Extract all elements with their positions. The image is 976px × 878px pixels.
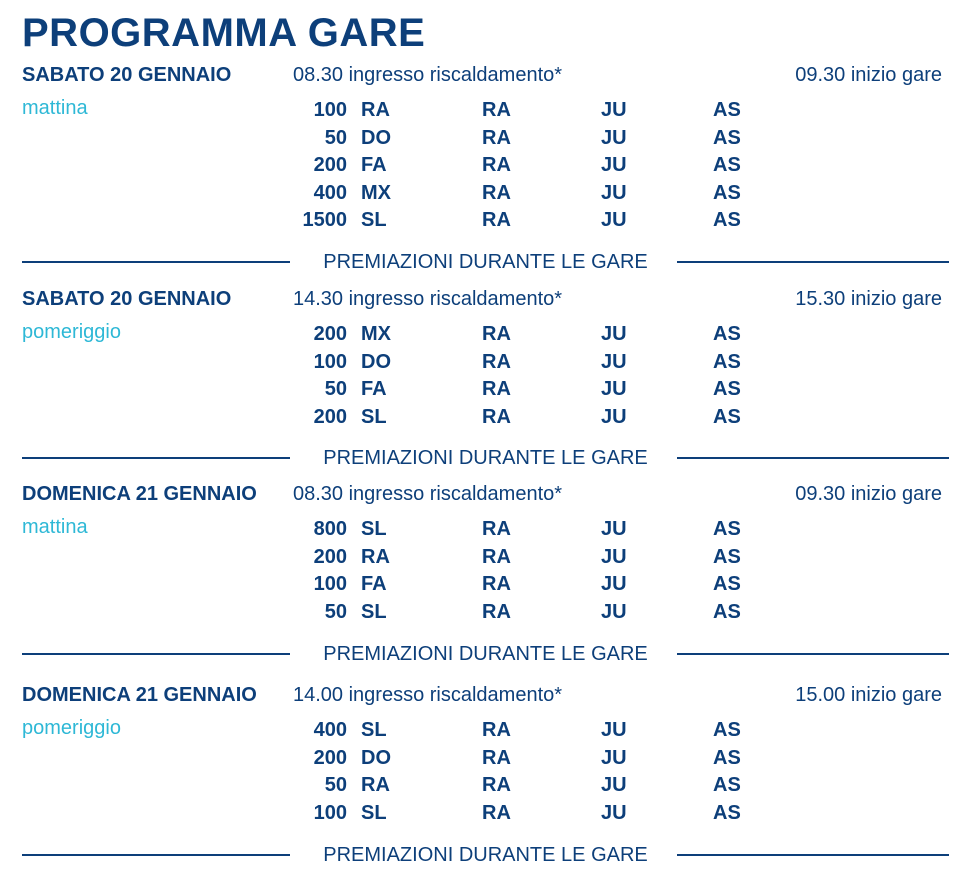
- event-row: [0, 376, 976, 404]
- event-stroke: FA: [361, 573, 387, 595]
- event-category: AS: [713, 518, 741, 540]
- event-category: AS: [713, 405, 741, 428]
- event-category: JU: [601, 545, 627, 568]
- event-category: RA: [482, 405, 511, 428]
- event-category: AS: [713, 154, 741, 176]
- event-row: [0, 180, 976, 208]
- event-category: AS: [713, 126, 741, 149]
- event-category: JU: [601, 600, 627, 623]
- event-category: JU: [601, 405, 627, 428]
- event-category: JU: [601, 719, 627, 741]
- event-stroke: SL: [361, 405, 387, 428]
- event-stroke: SL: [361, 600, 387, 623]
- event-distance: 400: [313, 181, 347, 204]
- event-distance: 200: [313, 405, 347, 428]
- event-category: JU: [601, 126, 627, 149]
- awards-divider: [22, 641, 949, 667]
- event-list: [0, 516, 976, 626]
- start-time: 15.30 inizio gare: [795, 288, 942, 310]
- event-row: [0, 125, 976, 153]
- session-day: DOMENICA 21 GENNAIO: [22, 483, 257, 505]
- event-stroke: RA: [361, 774, 390, 796]
- event-list: [0, 717, 976, 827]
- session-day: SABATO 20 GENNAIO: [22, 288, 232, 310]
- event-row: [0, 516, 976, 544]
- event-row: [0, 404, 976, 432]
- event-list: [0, 321, 976, 431]
- event-category: JU: [601, 378, 627, 400]
- event-category: RA: [482, 600, 511, 623]
- event-stroke: RA: [361, 99, 390, 121]
- session-day: DOMENICA 21 GENNAIO: [22, 684, 257, 706]
- awards-divider: [22, 445, 949, 471]
- event-category: JU: [601, 323, 627, 345]
- event-category: AS: [713, 801, 741, 824]
- event-category: JU: [601, 181, 627, 204]
- event-category: RA: [482, 99, 511, 121]
- warmup-time: 14.00 ingresso riscaldamento*: [293, 684, 563, 706]
- event-row: [0, 152, 976, 180]
- event-category: AS: [713, 209, 741, 231]
- session-part: pomeriggio: [22, 717, 121, 739]
- event-category: RA: [482, 126, 511, 149]
- event-category: AS: [713, 181, 741, 204]
- start-time: 09.30 inizio gare: [795, 64, 942, 86]
- warmup-time: 14.30 ingresso riscaldamento*: [293, 288, 563, 310]
- page-title: PROGRAMMA GARE: [22, 11, 426, 55]
- event-distance: 100: [313, 350, 347, 373]
- event-category: AS: [713, 774, 741, 796]
- event-row: [0, 800, 976, 828]
- event-category: RA: [482, 545, 511, 568]
- event-category: AS: [713, 746, 741, 769]
- event-category: JU: [601, 801, 627, 824]
- awards-divider: [22, 842, 949, 868]
- event-category: RA: [482, 801, 511, 824]
- event-stroke: MX: [361, 323, 391, 345]
- event-distance: 50: [324, 126, 347, 149]
- event-category: AS: [713, 719, 741, 741]
- session-part: mattina: [22, 97, 88, 119]
- event-row: [0, 717, 976, 745]
- event-distance: 100: [313, 573, 347, 595]
- session-part: pomeriggio: [22, 321, 121, 343]
- event-category: RA: [482, 746, 511, 769]
- divider-text: PREMIAZIONI DURANTE LE GARE: [323, 251, 648, 273]
- divider-text: PREMIAZIONI DURANTE LE GARE: [323, 447, 648, 469]
- divider-text: PREMIAZIONI DURANTE LE GARE: [323, 643, 648, 665]
- event-category: AS: [713, 323, 741, 345]
- event-stroke: FA: [361, 378, 387, 400]
- event-row: [0, 349, 976, 377]
- divider-text: PREMIAZIONI DURANTE LE GARE: [323, 844, 648, 866]
- event-distance: 100: [313, 99, 347, 121]
- divider-line: [677, 261, 949, 263]
- event-row: [0, 599, 976, 627]
- event-category: AS: [713, 600, 741, 623]
- event-category: JU: [601, 774, 627, 796]
- start-time: 09.30 inizio gare: [795, 483, 942, 505]
- event-category: RA: [482, 378, 511, 400]
- divider-line: [677, 457, 949, 459]
- event-category: AS: [713, 99, 741, 121]
- event-category: RA: [482, 774, 511, 796]
- event-category: JU: [601, 746, 627, 769]
- event-list: [0, 97, 976, 235]
- event-stroke: SL: [361, 719, 387, 741]
- event-category: JU: [601, 209, 627, 231]
- event-distance: 50: [324, 600, 347, 623]
- event-row: [0, 571, 976, 599]
- event-distance: 1500: [302, 209, 347, 231]
- divider-line: [677, 653, 949, 655]
- event-distance: 100: [313, 801, 347, 824]
- event-row: [0, 745, 976, 773]
- event-stroke: SL: [361, 518, 387, 540]
- event-row: [0, 207, 976, 235]
- event-stroke: RA: [361, 545, 390, 568]
- warmup-time: 08.30 ingresso riscaldamento*: [293, 64, 563, 86]
- event-stroke: DO: [361, 126, 391, 149]
- event-distance: 400: [313, 719, 347, 741]
- event-category: AS: [713, 378, 741, 400]
- event-stroke: FA: [361, 154, 387, 176]
- event-distance: 50: [324, 774, 347, 796]
- event-category: JU: [601, 350, 627, 373]
- event-row: [0, 321, 976, 349]
- event-category: RA: [482, 719, 511, 741]
- event-category: AS: [713, 545, 741, 568]
- event-category: JU: [601, 99, 627, 121]
- event-category: RA: [482, 323, 511, 345]
- event-distance: 50: [324, 378, 347, 400]
- event-category: RA: [482, 209, 511, 231]
- event-distance: 800: [313, 518, 347, 540]
- event-category: JU: [601, 573, 627, 595]
- event-row: [0, 772, 976, 800]
- event-category: RA: [482, 518, 511, 540]
- session-day: SABATO 20 GENNAIO: [22, 64, 232, 86]
- event-row: [0, 97, 976, 125]
- event-distance: 200: [313, 154, 347, 176]
- event-stroke: DO: [361, 350, 391, 373]
- event-category: AS: [713, 350, 741, 373]
- warmup-time: 08.30 ingresso riscaldamento*: [293, 483, 563, 505]
- event-category: AS: [713, 573, 741, 595]
- session-part: mattina: [22, 516, 88, 538]
- event-stroke: SL: [361, 801, 387, 824]
- event-category: JU: [601, 518, 627, 540]
- event-category: JU: [601, 154, 627, 176]
- event-distance: 200: [313, 746, 347, 769]
- awards-divider: [22, 249, 949, 275]
- event-category: RA: [482, 154, 511, 176]
- event-category: RA: [482, 573, 511, 595]
- event-stroke: DO: [361, 746, 391, 769]
- event-stroke: SL: [361, 209, 387, 231]
- event-distance: 200: [313, 545, 347, 568]
- event-category: RA: [482, 350, 511, 373]
- divider-line: [677, 854, 949, 856]
- event-distance: 200: [313, 323, 347, 345]
- start-time: 15.00 inizio gare: [795, 684, 942, 706]
- event-row: [0, 544, 976, 572]
- event-category: RA: [482, 181, 511, 204]
- event-stroke: MX: [361, 181, 391, 204]
